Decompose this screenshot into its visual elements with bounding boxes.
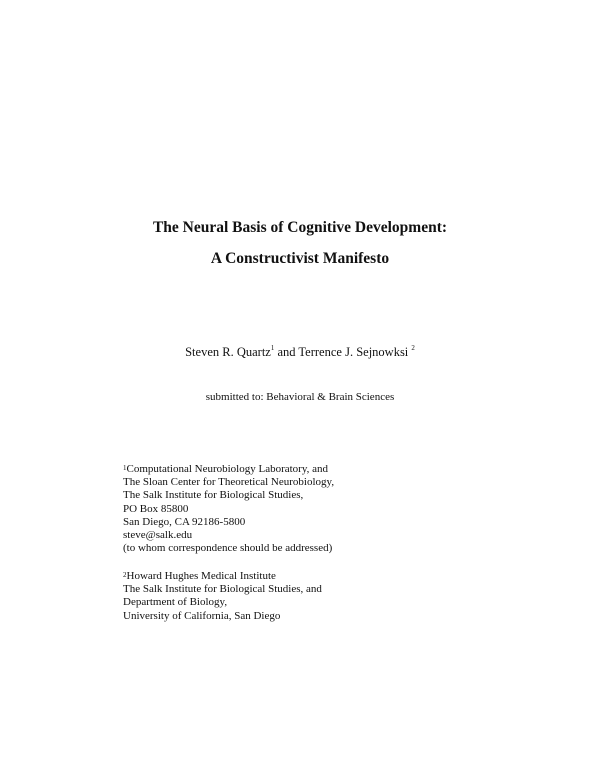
submission-note: submitted to: Behavioral & Brain Sciences [205,391,395,403]
affiliation-1-line: The Salk Institute for Biological Studies, [123,489,304,502]
affiliation-1-line: (to whom correspondence should be addressed) [123,542,333,555]
author-2-name: Terrence J. Sejnowksi [298,345,409,359]
affiliation-1-email: steve@salk.edu [123,529,193,542]
title-line-2: A Constructivist Manifesto [210,250,390,267]
title-line-1: The Neural Basis of Cognitive Development: [152,219,448,236]
author-1-name: Steven R. Quartz [185,345,271,359]
affiliation-2-line: Department of Biology, [123,596,228,609]
affiliation-1-line: $^1$Computational Neurobiology Laboratory, and [123,463,329,475]
affiliation-1 [123,463,334,555]
affiliation-1-mark: 1 [123,464,127,472]
affiliation-2-line: University of California, San Diego [123,609,281,622]
author-1-affiliation-mark: 1 [270,344,275,352]
affiliation-2-line: $^2$Howard Hughes Medical Institute [123,570,276,582]
paper-title [0,212,600,274]
author-list [0,345,600,360]
affiliation-2-line: The Salk Institute for Biological Studies, and [123,583,322,596]
affiliation-1-line: The Sloan Center for Theoretical Neurobiology, [123,476,335,489]
affiliation-1-line: PO Box 85800 [123,502,189,515]
affiliation-2-mark: 2 [123,571,127,579]
affiliation-1-line: San Diego, CA 92186-5800 [123,515,246,528]
affiliation-2 [123,570,322,623]
author-conjunction: and [274,345,299,359]
author-2-affiliation-mark: 2 [411,344,415,352]
